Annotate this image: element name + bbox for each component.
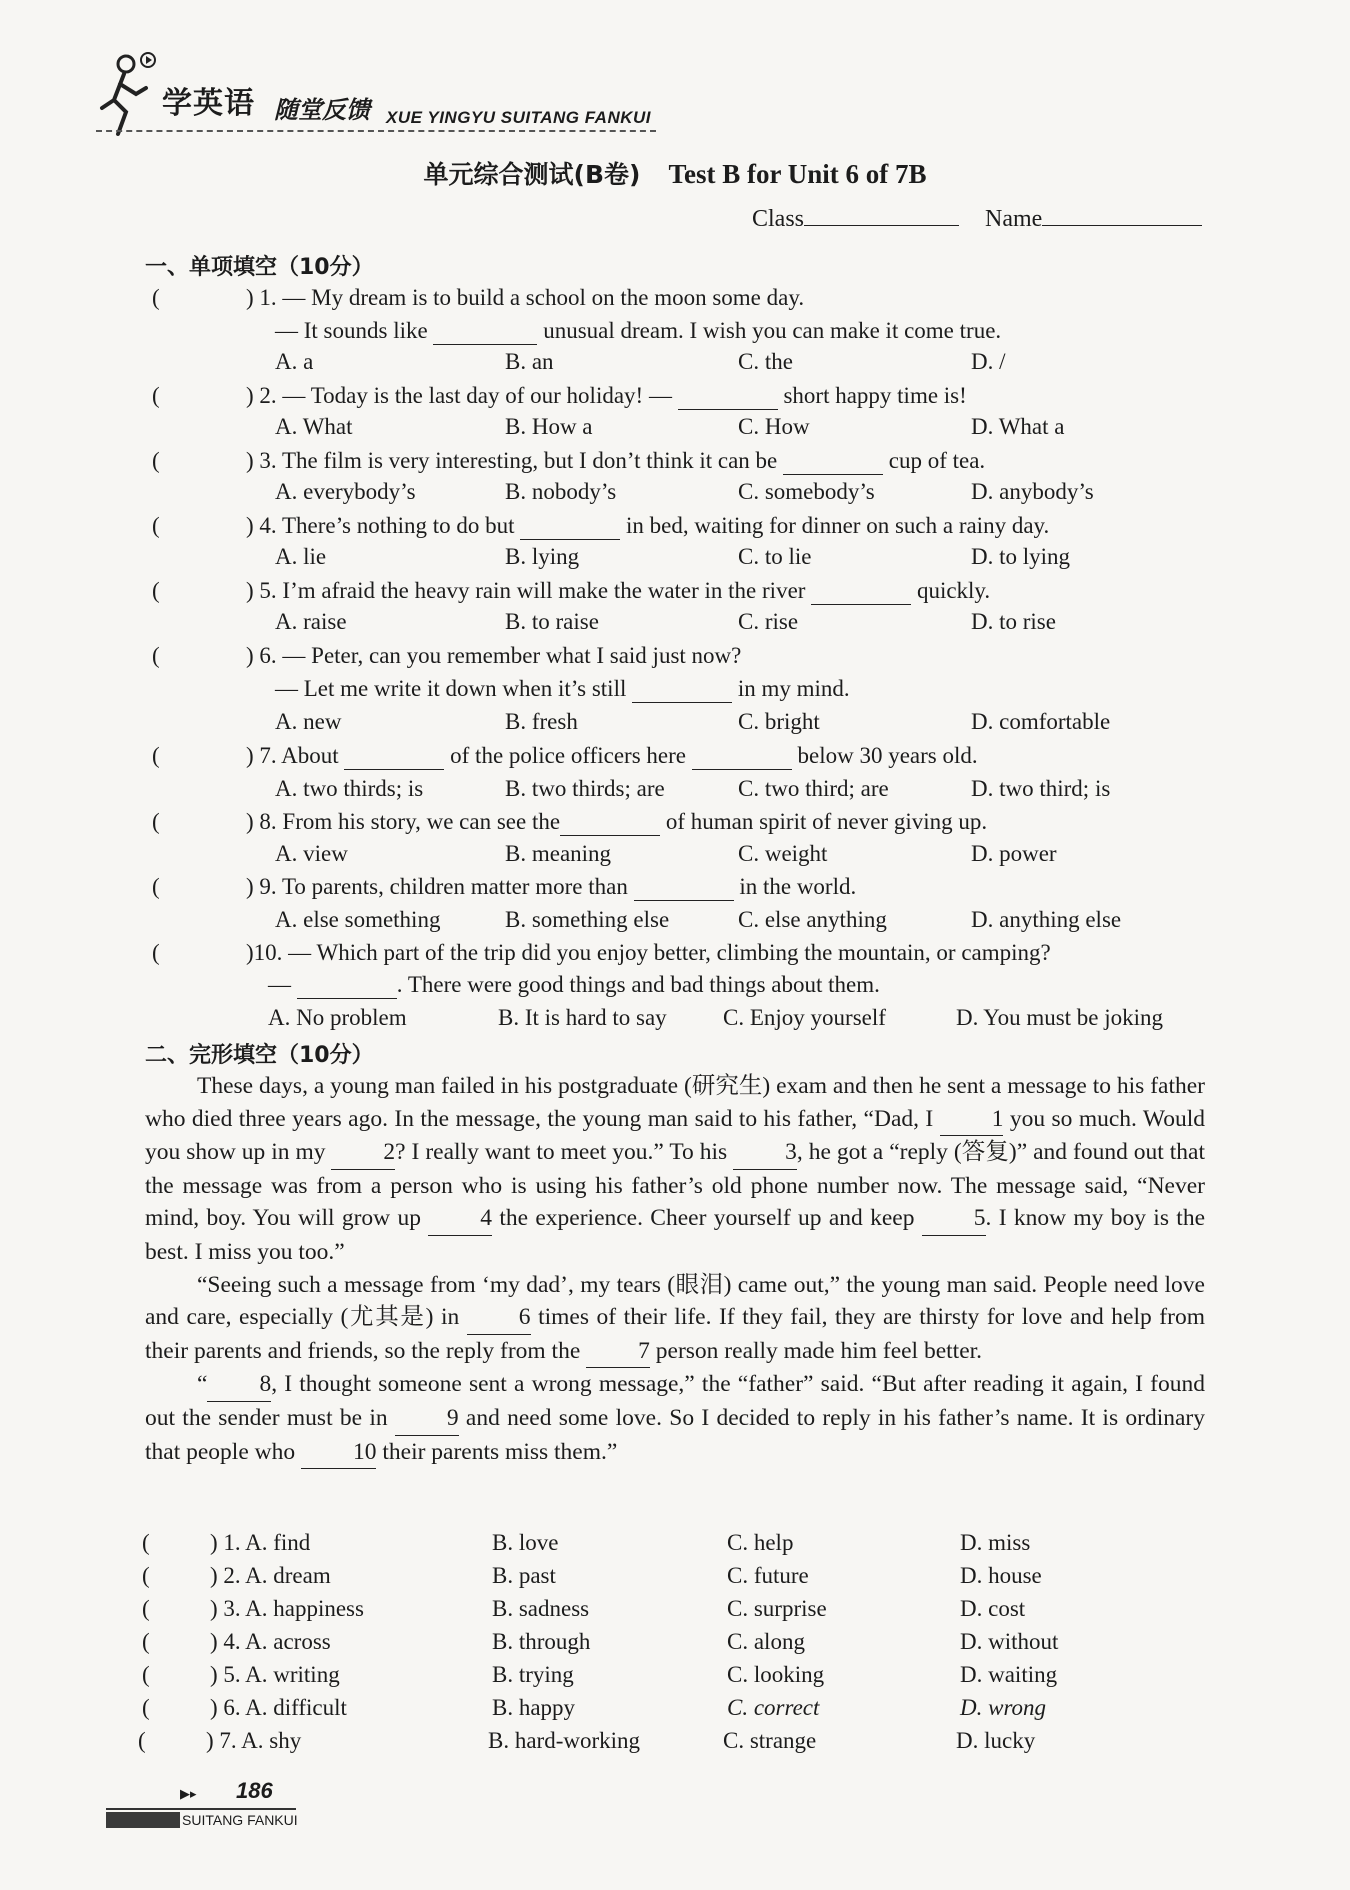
answer-blank[interactable]	[783, 448, 883, 475]
answer-blank-2[interactable]	[692, 743, 792, 770]
class-label: Class	[752, 206, 805, 232]
cloze-passage	[145, 1070, 1205, 1469]
cloze-blank-8[interactable]: 8	[207, 1368, 271, 1402]
answer-blank[interactable]	[634, 874, 734, 901]
answer-blank[interactable]	[632, 676, 732, 703]
question-10: ( )10. — Which part of the trip did you enjoy better, climbing the mountain, or camping?	[152, 940, 1051, 965]
answer-blank[interactable]	[560, 809, 660, 836]
question-8: ( ) 8. From his story, we can see the of human spirit of never giving up.	[152, 809, 988, 834]
cloze-blank-1[interactable]: 1	[940, 1103, 1004, 1137]
class-blank[interactable]	[804, 205, 959, 226]
section2-heading: 二、完形填空（10分）	[145, 1043, 374, 1068]
question-5: ( ) 5. I’m afraid the heavy rain will make the water in the river quickly.	[152, 578, 991, 603]
runner-icon	[96, 50, 156, 140]
class-name-line	[752, 205, 1202, 233]
answer-blank[interactable]	[433, 318, 537, 345]
name-blank[interactable]	[1042, 205, 1202, 226]
cloze-blank-2[interactable]: 2	[331, 1136, 395, 1170]
question-9: ( ) 9. To parents, children matter more than in the world.	[152, 874, 857, 899]
answer-blank[interactable]	[297, 972, 397, 999]
footer-rule	[106, 1808, 296, 1810]
cloze-blank-5[interactable]: 5	[922, 1202, 986, 1236]
page-title	[0, 155, 1350, 191]
answer-blank[interactable]	[811, 578, 911, 605]
logo-chinese-2: 随堂反馈	[274, 96, 370, 124]
header-rule	[96, 130, 656, 132]
logo-english: XUE YINGYU SUITANG FANKUI	[386, 108, 652, 127]
answer-blank[interactable]	[678, 383, 778, 410]
logo-chinese: 学英语	[162, 86, 255, 121]
cloze-blank-6[interactable]: 6	[467, 1301, 531, 1335]
section1-heading: 一、单项填空（10分）	[145, 255, 374, 280]
page-footer	[104, 1778, 324, 1838]
cloze-blank-7[interactable]: 7	[586, 1335, 650, 1369]
cloze-blank-3[interactable]: 3	[733, 1136, 797, 1170]
page-number: 186	[236, 1778, 273, 1803]
footer-badge-icon	[106, 1812, 180, 1828]
question-2: ( ) 2. — Today is the last day of our holiday! — short happy time is!	[152, 383, 967, 408]
passage-paragraph-2: “Seeing such a message from ‘my dad’, my tears (眼泪) came out,” the young man said. People need love and care, especially (尤其是) in 6 times of their life. If they fail, they are thirsty for love and help from their parents and friends, so the reply from the 7 person really made him feel better.	[145, 1269, 1205, 1369]
answer-blank[interactable]	[344, 743, 444, 770]
cloze-blank-4[interactable]: 4	[428, 1202, 492, 1236]
cloze-blank-9[interactable]: 9	[395, 1402, 459, 1436]
question-1: ( ) 1. — My dream is to build a school on the moon some day.	[152, 285, 805, 310]
document-page: 学英语 随堂反馈 XUE YINGYU SUITANG FANKUI 单元综合测试(B卷) Test B for Unit 6 of 7B Class Name 一、单项填空（10分） ( ) 1. — My dream is to build a school on the moon some day. — It sounds like unusual dream. I wish you can make it come true. A. a B. an C. the D. / ( ) 2. — Today is the last day of our holiday! — short happy time is! A. What B. How a C. How D. What a ( ) 3. The film is very interesting, but I don’t think it can be cup of tea. A. everybody’s B. nobody’s C. somebody’s D. anybody’s ( ) 4. There’s nothing to do but in bed, waiting for dinner on such a rainy day. A. lie B. lying C. to lie D. to lying ( ) 5. I’m afraid the heavy rain will make the water in the river quickly. A. raise B. to raise C. rise D. to rise ( ) 6. — Peter, can you remember what I said just now? — Let me write it down when it’s still in my mind. A. new B. fresh C. bright D. comfortable ( ) 7. About of the police officers here below 30 years old. A. two thirds; is B. two thirds; are C. two third; are D. two third; is ( ) 8. From his story, we can see the of human spirit of never giving up. A. view B. meaning C. weight D. power ( ) 9. To parents, children matter more than in the world. A. else something B. something else C. else anything D. anything else ( )10. — Which part of the trip did you enjoy better, climbing the mountain, or camping? — . There were good things and bad things about them. A. No problem B. It is hard to say C. Enjoy yourself D. You must be joking 二、完形填空（10分） These days, a young man failed in his postgraduate (研究生) exam and then he sent a message to his father who died three years ago. In the message, the young man said to his father, “Dad, I 1 you so much. Would you show up in my 2? I really want to meet you.” To his 3, he got a “reply (答复)” and found out that the message was from a person who is using his father’s old phone number now. The message said, “Never mind, boy. You will grow up 4 the experience. Cheer yourself up and keep 5. I know my boy is the best. I miss you too.” “Seeing such a message from ‘my dad’, my tears (眼泪) came out,” the young man said. People need love and care, especially (尤其是) in 6 times of their life. If they fail, they are thirsty for love and help from their parents and friends, so the reply from the 7 person really made him feel better. “ 8, I thought someone sent a wrong message,” the “father” said. “But after reading it again, I found out the sender must be in 9 and need some love. So I decided to reply in his father’s name. It is ordinary that people who 10 their parents miss them.” ( ) 1. A. find B. love C. help D. miss ( ) 2. A. dream B. past C. future D. house ( ) 3. A. happiness B. sadness C. surprise D. cost ( ) 4. A. across B. through C. along D. without ( ) 5. A. writing B. trying C. looking D. waiting ( ) 6. A. difficult B. happy C. correct D. wrong ( ) 7. A. shy B. hard-working C. strange D. lucky ▶▸ 186 SUITANG FANKUI	[0, 0, 1350, 1890]
question-7: ( ) 7. About of the police officers here below 30 years old.	[152, 743, 978, 768]
title-english: Test B for Unit 6 of 7B	[668, 159, 927, 189]
question-1-line2: — It sounds like unusual dream. I wish you can make it come true.	[275, 318, 1002, 343]
name-label: Name	[985, 206, 1043, 232]
passage-paragraph-3: “ 8, I thought someone sent a wrong message,” the “father” said. “But after reading it again, I found out the sender must be in 9 and need some love. So I decided to reply in his father’s name. It is ordinary that people who 10 their parents miss them.”	[145, 1368, 1205, 1469]
passage-paragraph-1: These days, a young man failed in his postgraduate (研究生) exam and then he sent a message to his father who died three years ago. In the message, the young man said to his father, “Dad, I 1 you so much. Would you show up in my 2? I really want to meet you.” To his 3, he got a “reply (答复)” and found out that the message was from a person who is using his father’s old phone number now. The message said, “Never mind, boy. You will grow up 4 the experience. Cheer yourself up and keep 5. I know my boy is the best. I miss you too.”	[145, 1073, 1205, 1265]
question-6-line2: — Let me write it down when it’s still in my mind.	[275, 676, 850, 701]
footer-text: SUITANG FANKUI	[182, 1812, 298, 1828]
arrow-icon: ▶▸	[180, 1786, 197, 1801]
question-10-line2: — . There were good things and bad things about them.	[268, 972, 880, 997]
cloze-blank-10[interactable]: 10	[301, 1436, 377, 1470]
header-logo	[96, 50, 676, 140]
question-4: ( ) 4. There’s nothing to do but in bed, waiting for dinner on such a rainy day.	[152, 513, 1050, 538]
question-3: ( ) 3. The film is very interesting, but I don’t think it can be cup of tea.	[152, 448, 986, 473]
title-chinese: 单元综合测试(B卷)	[423, 160, 641, 189]
question-6: ( ) 6. — Peter, can you remember what I said just now?	[152, 643, 742, 668]
answer-blank[interactable]	[520, 513, 620, 540]
